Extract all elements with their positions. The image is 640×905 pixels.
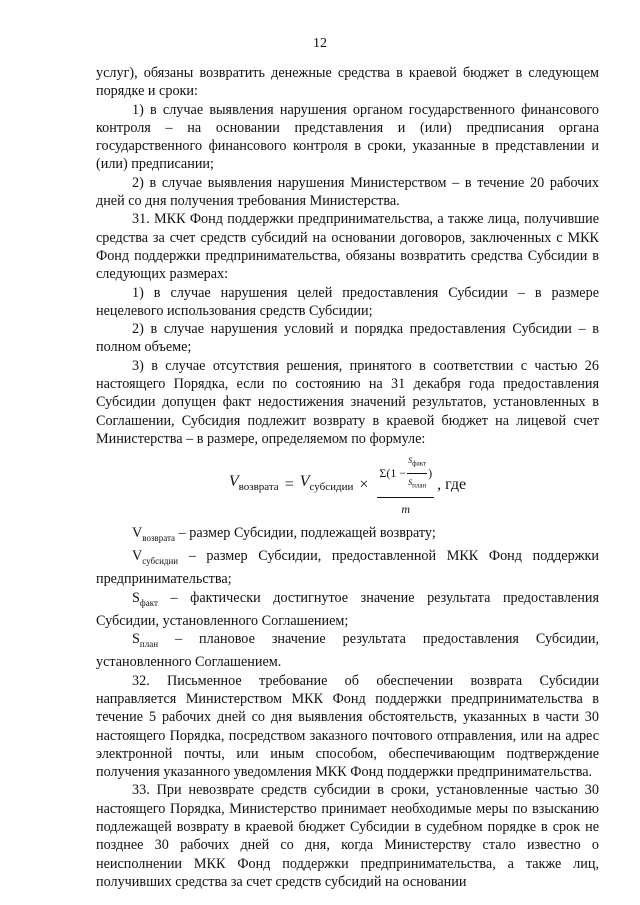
definition-v-return: $V_{возврата}$ – размер Субсидии, подлежащей возврату; xyxy=(132,525,436,544)
definition-v-subsidy: $V_{субсидии}$ – размер Субсидии, предоставленной МКК Фонд поддержки предпринимательства; xyxy=(96,548,599,588)
paragraph-31-item-3: 3) в случае отсутствия решения, принятого в соответствии с частью 26 настоящего Порядка, если по состоянию на 31 декабря года предоставления Субсидии допущен факт недостижения значений результатов, установленных в Соглашении, Субсидия подлежит возврату в краевой бюджет на лицевой счет Министерства – в размере, определяемом по формуле: xyxy=(96,357,599,447)
document-body xyxy=(96,64,599,891)
paragraph-32: 32. Письменное требование об обеспечении возврата Субсидии направляется Министерством МКК Фонд поддержки предпринимательства в течение 5 рабочих дней со дня выявления обстоятельств, указанных в части 30 настоящего Порядка, посредством заказного почтового отправления, или на адрес электронной почты, или иным способом, обеспечивающим подтверждение получения указанного уведомления МКК Фонд поддержки предпринимательства. xyxy=(96,672,599,781)
formula-v-return: $V_{возврата}$ xyxy=(228,473,279,494)
definition-s-plan: $S_{план}$ – плановое значение результата предоставления Субсидии, установленного Соглашением. xyxy=(96,631,599,671)
paragraph-31-item-2: 2) в случае нарушения условий и порядка предоставления Субсидии – в полном объеме; xyxy=(96,321,599,356)
paragraph-item-1: 1) в случае выявления нарушения органом государственного финансового контроля – на основании представления и (или) предписания органа государственного финансового контроля в сроки, указанные в представлении и (или) предписании; xyxy=(96,101,599,173)
paragraph-continuation: услуг), обязаны возвратить денежные средства в краевой бюджет в следующем порядке и сроки: xyxy=(96,65,599,100)
return-formula xyxy=(96,452,599,518)
page-number: 12 xyxy=(313,36,327,51)
paragraph-item-2: 2) в случае выявления нарушения Министерством – в течение 20 рабочих дней со дня получения требования Министерства. xyxy=(96,174,599,210)
formula-numerator: Σ(1 − $S_{факт}$ $S_{план}$ ) xyxy=(377,452,434,498)
formula-v-subsidy: $V_{субсидии}$ xyxy=(299,473,354,494)
formula-equals: = xyxy=(284,476,294,494)
formula-denominator: m xyxy=(401,501,411,516)
formula-fraction xyxy=(377,452,434,518)
paragraph-33: 33. При невозврате средств субсидии в сроки, установленные частью 30 настоящего Порядка, Министерство принимает необходимые меры по взысканию подлежащей возврату в краевой бюджет Субсидии в судебном порядке в срок не позднее 30 рабочих дней со дня, когда Министерству стало известно о неисполнении МКК Фонд поддержки предпринимательства, а также лиц, получивших средства за счет средств субсидий на основании xyxy=(96,782,599,890)
definition-s-fact: $S_{факт}$ – фактически достигнутое значение результата предоставления Субсидии, установленного Соглашением; xyxy=(96,589,599,629)
formula-ratio: $S_{факт}$ $S_{план}$ xyxy=(407,452,427,495)
formula-where: , где xyxy=(437,476,467,494)
paragraph-31: 31. МКК Фонд поддержки предпринимательства, а также лица, получившие средства за счет средств субсидий на основании договоров, заключенных с МКК Фонд поддержки предпринимательства, обязаны возвратить средства Субсидии в следующих размерах: xyxy=(96,211,599,283)
paragraph-31-item-1: 1) в случае нарушения целей предоставления Субсидии – в размере нецелевого использования средств Субсидии; xyxy=(96,284,599,319)
formula-times: × xyxy=(359,476,369,494)
